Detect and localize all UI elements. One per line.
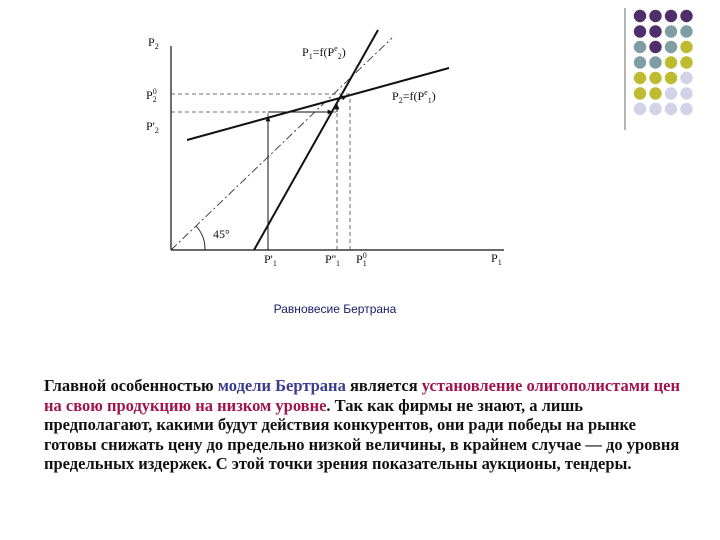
decor-dot: [680, 56, 692, 68]
decor-dot: [665, 25, 677, 37]
y-tick-p0-2: $P^0$ 2: [146, 87, 157, 104]
text-part-1: Главной особенностью: [44, 376, 218, 395]
decor-dot: [634, 41, 646, 53]
decor-dot: [634, 87, 646, 99]
p1-reaction-label: $P_1=f(P^e_2)$: [302, 44, 346, 61]
decor-dot: [634, 10, 646, 22]
diagram-caption: Равновесие Бертрана: [273, 302, 397, 316]
decor-dot: [649, 103, 661, 115]
decor-dot: [649, 87, 661, 99]
reaction-curve-p1: [254, 30, 378, 250]
text-emphasis: установление олигополистами цен на свою продукцию на низком уровне: [44, 376, 680, 415]
angle-45-arc: [196, 226, 205, 250]
x-tick-p1-1: $P'_1$: [264, 252, 277, 268]
decor-dot: [665, 41, 677, 53]
text-part-3: является: [345, 376, 422, 395]
decor-dot: [665, 10, 677, 22]
decor-dot: [649, 72, 661, 84]
decor-dot: [649, 10, 661, 22]
y-tick-p1-2: $P'_2$: [146, 119, 159, 135]
x-tick-p2-1: $P''_1$: [325, 252, 340, 268]
decor-dot: [680, 72, 692, 84]
decor-dot: [634, 56, 646, 68]
decor-dot: [634, 25, 646, 37]
decor-dot: [649, 41, 661, 53]
decor-dot: [680, 103, 692, 115]
text-model-name: модели Бертрана: [217, 376, 346, 395]
decor-dot: [649, 56, 661, 68]
decor-dot: [680, 41, 692, 53]
x-axis-label: $P_1$: [491, 251, 502, 267]
text-part-5: . Так как фирмы не знают, а лишь предполагают, какими будут действия конкурентов, они ради победы на рынке готовы снижать цену до предельно низкой величины, в крайнем случае — до уровня предельных издержек. С этой точки зрения показательны аукционы, тендеры.: [44, 395, 680, 473]
decor-dot: [665, 72, 677, 84]
reaction-curve-p2: [187, 68, 449, 140]
decor-dot: [665, 103, 677, 115]
decor-dot: [665, 56, 677, 68]
decor-dot: [680, 87, 692, 99]
decor-dot-grid: [634, 10, 693, 115]
x-tick-p0-1: $P^0$ 1: [356, 251, 367, 268]
decor-dot: [649, 25, 661, 37]
diagonal-45-line: [171, 38, 392, 250]
p2-reaction-label: $P_2=f(P^e_1)$: [392, 88, 436, 105]
decor-dot: [665, 87, 677, 99]
angle-label: 45°: [213, 227, 230, 241]
decor-dot: [680, 10, 692, 22]
decor-dot: [680, 25, 692, 37]
decor-dot: [634, 103, 646, 115]
y-axis-label: $P_2$: [148, 35, 159, 51]
decor-dot: [634, 72, 646, 84]
body-paragraph: [44, 376, 684, 474]
